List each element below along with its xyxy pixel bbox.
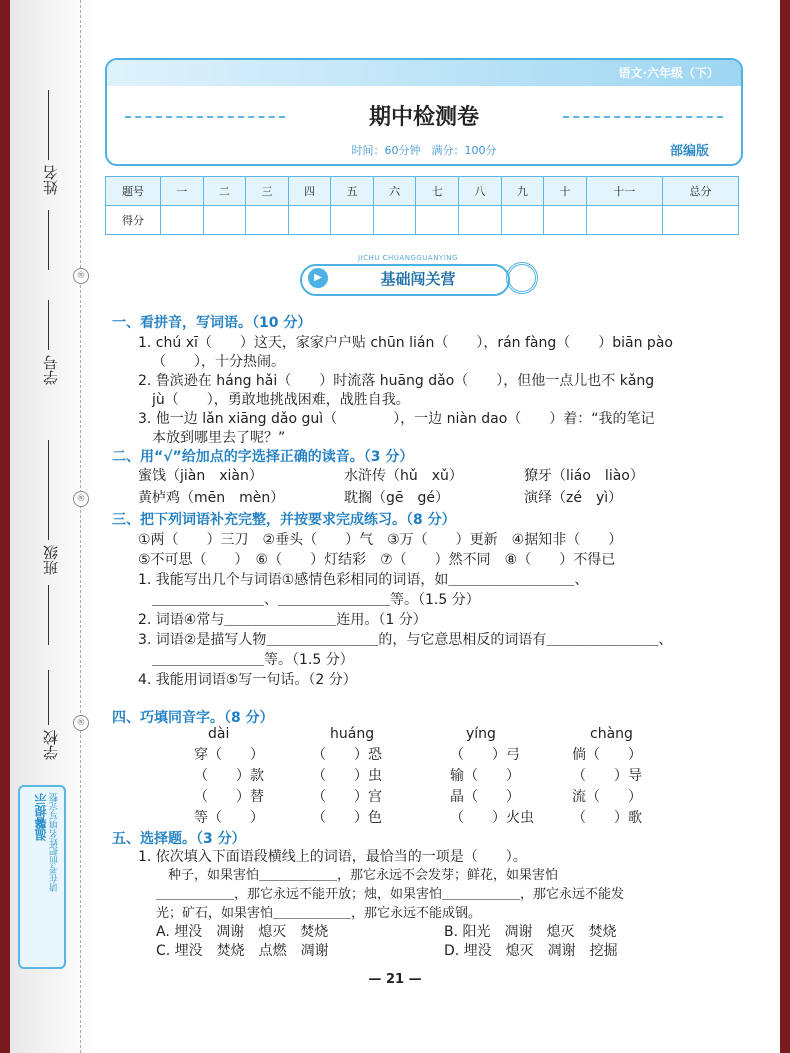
q4-pinyin: yíng (466, 726, 496, 742)
score-input-cell[interactable] (373, 206, 416, 235)
q5-option-c[interactable]: C. 埋没 焚烧 点燃 凋谢 (156, 943, 329, 959)
q4-item: 等（ ） (194, 810, 264, 826)
q5-line: 光；矿石，如果害怕＿＿＿＿＿＿，那它永远不能成钢。 (156, 906, 482, 921)
q4-item: （ ）弓 (450, 747, 520, 763)
score-cell: 十 (544, 177, 587, 206)
q1-title: 一、看拼音，写词语。（10 分） (112, 315, 312, 331)
q4-item: （ ）歌 (572, 810, 642, 826)
page-title: 期中检测卷 (368, 104, 479, 130)
q4-item: （ ）导 (572, 768, 642, 784)
class-line-lower (48, 585, 49, 645)
target-icon (506, 262, 538, 294)
class-label: 班级 (42, 545, 60, 575)
score-cell: 十一 (586, 177, 662, 206)
q4-pinyin: huáng (330, 726, 375, 742)
q4-item: （ ）替 (194, 789, 264, 805)
score-cell: 六 (373, 177, 416, 206)
q2-item: 黄栌鸡（mēn mèn） (138, 490, 285, 506)
score-input-cell[interactable] (662, 206, 738, 235)
score-input-cell[interactable] (459, 206, 502, 235)
q3-title: 三、把下列词语补充完整，并按要求完成练习。（8 分） (112, 512, 456, 528)
q2-item: 耽搁（gē gé） (344, 490, 449, 506)
q3-line: ①两（ ）三刀 ②垂头（ ）气 ③万（ ）更新 ④据知非（ ） (138, 532, 623, 548)
score-input-cell[interactable] (501, 206, 544, 235)
q3-line: 1. 我能写出几个与词语①感情色彩相同的词语，如＿＿＿＿＿＿＿＿＿、 (138, 572, 589, 588)
play-icon: ▶ (308, 268, 328, 288)
score-cell: 四 (288, 177, 331, 206)
time-info: 时间：60分钟 满分：100分 (351, 144, 497, 157)
score-input-cell[interactable] (288, 206, 331, 235)
q2-title: 二、用“√”给加点的字选择正确的读音。（3 分） (112, 449, 414, 465)
q4-item: （ ）恐 (312, 747, 382, 763)
q4-item: 流（ ） (572, 789, 642, 805)
q2-item: 演绎（zé yì） (524, 490, 623, 506)
score-cell: 九 (501, 177, 544, 206)
tip-sub: 请在考前把姓名填写完整 (50, 793, 60, 892)
q3-line: ＿＿＿＿＿＿＿＿、＿＿＿＿＿＿＿＿等。（1.5 分） (152, 592, 480, 608)
score-input-cell[interactable] (331, 206, 374, 235)
q4-pinyin: dài (208, 726, 230, 742)
q5-option-d[interactable]: D. 埋没 熄灭 凋谢 挖掘 (444, 943, 618, 959)
q4-item: 穿（ ） (194, 747, 264, 763)
exam-header (105, 58, 743, 166)
name-label: 姓名 (42, 165, 60, 195)
tip-title: 温馨提示 (34, 793, 48, 841)
q4-item: （ ）火虫 (450, 810, 534, 826)
q2-item: 水浒传（hǔ xǔ） (344, 468, 463, 484)
exam-page (10, 0, 780, 1053)
score-input-cell[interactable] (544, 206, 587, 235)
q2-item: 蜜饯（jiàn xiàn） (138, 468, 263, 484)
score-cell: 三 (246, 177, 289, 206)
binding-circle: ® (73, 268, 89, 284)
subject-label: 语文·六年级（下） (618, 66, 719, 80)
q5-line: 1. 依次填入下面语段横线上的词语，最恰当的一项是（ ）。 (138, 849, 527, 865)
q3-line: ＿＿＿＿＿＿＿＿等。（1.5 分） (152, 652, 354, 668)
binding-circle: ® (73, 715, 89, 731)
q3-line: 2. 词语④常与＿＿＿＿＿＿＿＿连用。（1 分） (138, 612, 427, 628)
q1-line: （ ），十分热闹。 (152, 354, 285, 370)
q4-item: （ ）虫 (312, 768, 382, 784)
q3-line: 4. 我能用词语⑤写一句话。（2 分） (138, 672, 357, 688)
q1-line: 1. chú xī（ ）这天，家家户户贴 chūn lián（ ），rán fàng（ ）biān pào (138, 335, 673, 351)
school-label: 学校 (42, 730, 60, 760)
score-table-score-row (106, 206, 739, 235)
cut-line (80, 0, 81, 1053)
school-line (48, 670, 49, 725)
header-strip (107, 60, 741, 86)
q2-item: 獠牙（liáo liào） (524, 468, 644, 484)
student-id-line (48, 300, 49, 350)
q5-option-b[interactable]: B. 阳光 凋谢 熄灭 焚烧 (444, 924, 617, 940)
name-line (48, 90, 49, 160)
score-input-cell[interactable] (246, 206, 289, 235)
score-input-cell[interactable] (586, 206, 662, 235)
section-banner (288, 254, 538, 298)
q4-item: 输（ ） (450, 768, 520, 784)
class-line (48, 440, 49, 540)
q1-line: 3. 他一边 lǎn xiāng dǎo guì（ ），一边 niàn dao（ ）着：“我的笔记 (138, 411, 655, 427)
q4-pinyin: chàng (590, 726, 633, 742)
banner-pinyin: JICHU CHUANGGUANYING (358, 254, 458, 262)
q5-title: 五、选择题。（3 分） (112, 831, 246, 847)
score-table (105, 176, 739, 235)
q4-item: 倘（ ） (572, 747, 642, 763)
score-cell: 八 (459, 177, 502, 206)
q1-line: 本放到哪里去了呢？” (152, 430, 286, 446)
score-cell: 五 (331, 177, 374, 206)
student-id-label: 学号 (42, 355, 60, 385)
q4-item: （ ）色 (312, 810, 382, 826)
score-input-cell[interactable] (416, 206, 459, 235)
score-table-header-row (106, 177, 739, 206)
edition-label: 部编版 (669, 144, 709, 159)
q4-title: 四、巧填同音字。（8 分） (112, 710, 274, 726)
q3-line: ⑤不可思（ ） ⑥（ ）灯结彩 ⑦（ ）然不同 ⑧（ ）不得已 (138, 552, 616, 568)
score-cell: 二 (203, 177, 246, 206)
score-input-cell[interactable] (161, 206, 204, 235)
page-number: — 21 — (368, 972, 422, 987)
q4-item: （ ）宫 (312, 789, 382, 805)
binding-circle: ® (73, 491, 89, 507)
score-cell: 得分 (106, 206, 161, 235)
tip-box (18, 785, 66, 969)
score-cell: 题号 (106, 177, 161, 206)
q5-line: ＿＿＿＿＿＿，那它永远不能开放；烛，如果害怕＿＿＿＿＿＿，那它永远不能发 (156, 887, 625, 902)
score-cell: 总分 (662, 177, 738, 206)
q4-item: （ ）款 (194, 768, 264, 784)
score-cell: 七 (416, 177, 459, 206)
banner-title: 基础闯关营 (380, 270, 456, 288)
q3-line: 3. 词语②是描写人物＿＿＿＿＿＿＿＿的，与它意思相反的词语有＿＿＿＿＿＿＿＿、 (138, 632, 673, 648)
q4-item: 晶（ ） (450, 789, 520, 805)
name-line-lower (48, 210, 49, 270)
q5-line: 种子，如果害怕＿＿＿＿＿＿，那它永远不会发芽；鲜花，如果害怕 (168, 868, 559, 883)
score-input-cell[interactable] (203, 206, 246, 235)
q1-line: 2. 鲁滨逊在 háng hǎi（ ）时流落 huāng dǎo（ ），但他一点儿也不 kǎng (138, 373, 655, 389)
q1-line: jù（ ），勇敢地挑战困难，战胜自我。 (152, 392, 410, 408)
score-cell: 一 (161, 177, 204, 206)
q5-option-a[interactable]: A. 埋没 凋谢 熄灭 焚烧 (156, 924, 329, 940)
